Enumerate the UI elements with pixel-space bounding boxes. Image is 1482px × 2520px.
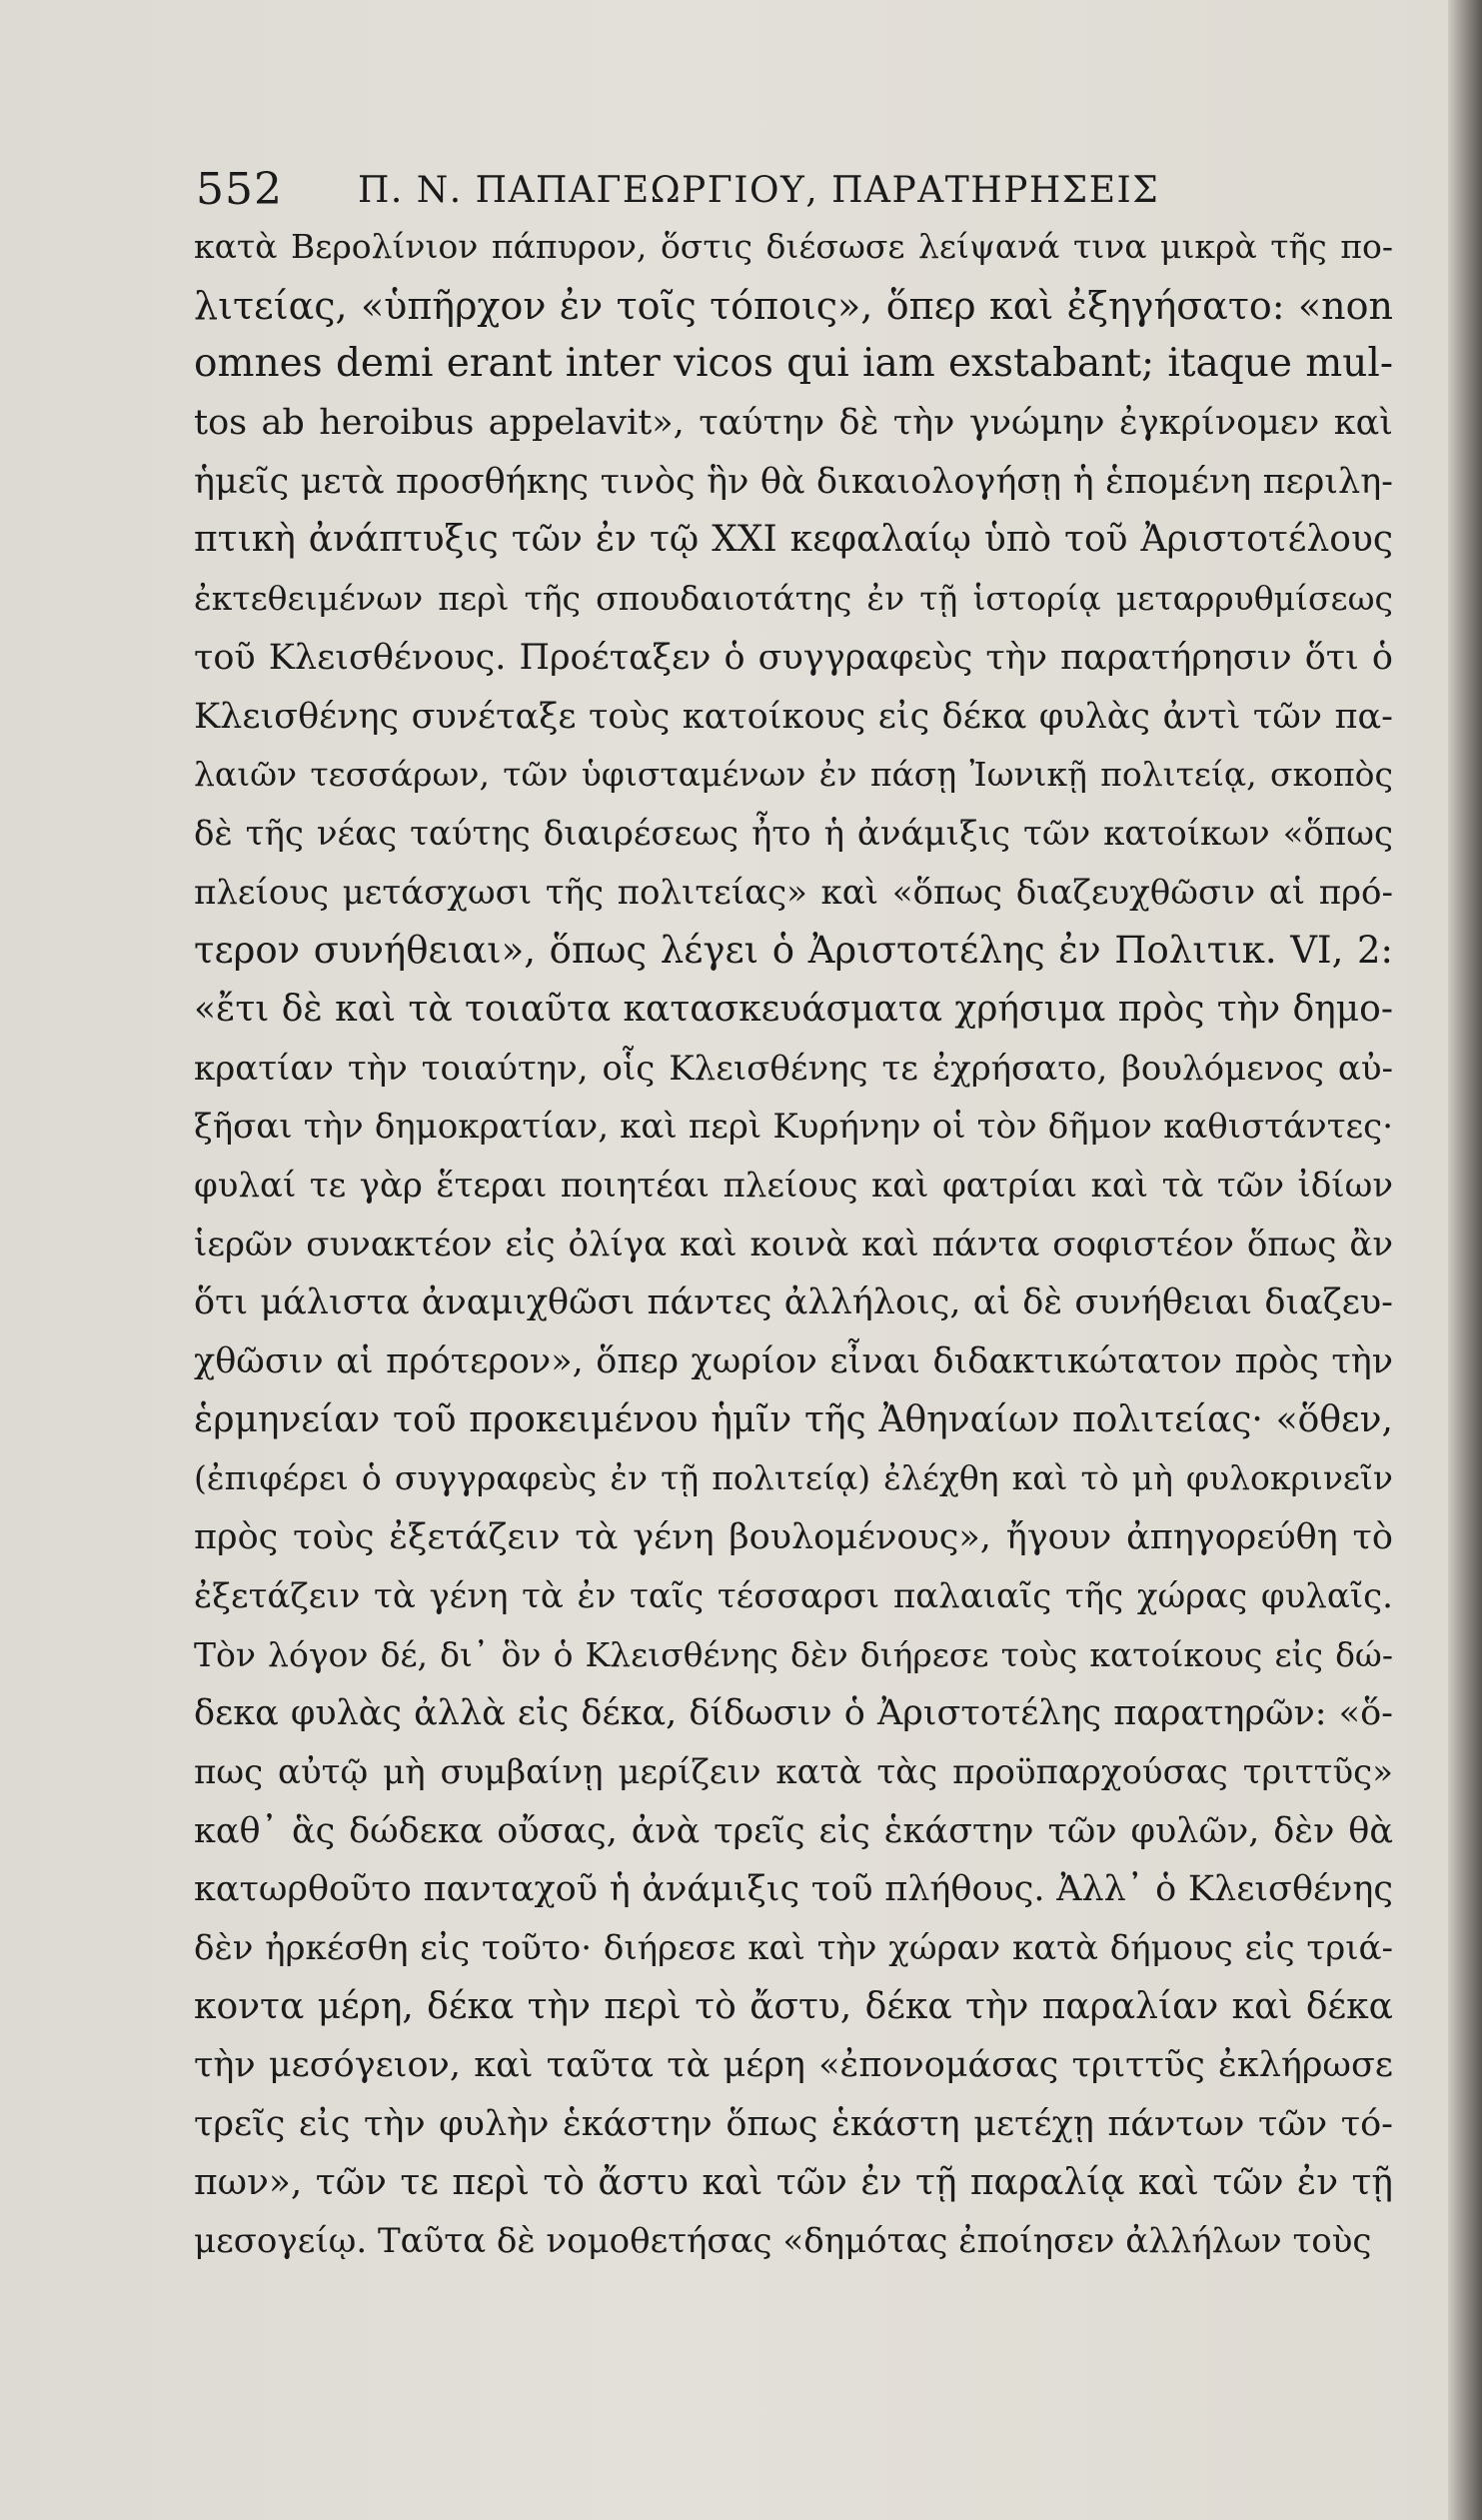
page-edge-shadow (1448, 0, 1482, 2520)
text-line: ἱερῶν συνακτέον εἰς ὀλίγα καὶ κοινὰ καὶ πάντα σοφιστέον ὅπως ἂν (194, 1224, 1393, 1264)
text-line: μεσογείῳ. Ταῦτα δὲ νομοθετήσας «δημότας ἐποίησεν ἀλλήλων τοὺς (194, 2221, 1372, 2262)
running-title: Π. Ν. ΠΑΠΑΓΕΩΡΓΙΟΥ, ΠΑΡΑΤΗΡΗΣΕΙΣ (358, 170, 1160, 211)
text-line: ἐκτεθειμένων περὶ τῆς σπουδαιοτάτης ἐν τῇ ἱστορίᾳ μεταρρυθμίσεως (194, 579, 1393, 619)
text-line: tos ab heroibus appelavit», ταύτην δὲ τὴν γνώμην ἐγκρίνομεν καὶ (194, 403, 1393, 444)
text-line: ἑρμηνείαν τοῦ προκειμένου ἡμῖν τῆς Ἀθηναίων πολιτείας· «ὅθεν, (194, 1398, 1393, 1440)
text-line: omnes demi erant inter vicos qui iam exstabant; itaque mul- (194, 341, 1393, 387)
text-line: (ἐπιφέρει ὁ συγγραφεὺς ἐν τῇ πολιτείᾳ) ἐλέχθη καὶ τὸ μὴ φυλοκρινεῖν (194, 1458, 1393, 1498)
text-line: πων», τῶν τε περὶ τὸ ἄστυ καὶ τῶν ἐν τῇ παραλίᾳ καὶ τῶν ἐν τῇ (194, 2161, 1393, 2203)
text-line: ξῆσαι τὴν δημοκρατίαν, καὶ περὶ Κυρήνην οἱ τὸν δῆμον καθιστάντες· (194, 1107, 1393, 1148)
text-line: ἡμεῖς μετὰ προσθήκης τινὸς ἣν θὰ δικαιολογήσῃ ἡ ἑπομένη περιλη- (194, 461, 1393, 502)
page-header (196, 160, 1275, 220)
text-line: λιτείας, «ὑπῆρχον ἐν τοῖς τόποις», ὅπερ καὶ ἐξηγήσατο: «non (194, 283, 1393, 328)
text-line: πτικὴ ἀνάπτυξις τῶν ἐν τῷ XXI κεφαλαίῳ ὑπὸ τοῦ Ἀριστοτέλους (194, 519, 1393, 561)
text-line: χθῶσιν αἱ πρότερον», ὅπερ χωρίον εἶναι διδακτικώτατον πρὸς τὴν (194, 1341, 1393, 1382)
text-line: κατὰ Βερολίνιον πάπυρον, ὅστις διέσωσε λείψανά τινα μικρὰ τῆς πο- (194, 227, 1393, 266)
text-line: ἐξετάζειν τὰ γένη τὰ ἐν ταῖς τέσσαρσι παλαιαῖς τῆς χώρας φυλαῖς. (194, 1575, 1393, 1616)
text-line: δὲν ἠρκέσθη εἰς τοῦτο· διήρεσε καὶ τὴν χώραν κατὰ δήμους εἰς τριά- (194, 1927, 1393, 1968)
text-line: ὅτι μάλιστα ἀναμιχθῶσι πάντες ἀλλήλοις, αἱ δὲ συνήθειαι διαζευ- (194, 1282, 1393, 1323)
text-line: φυλαί τε γὰρ ἕτεραι ποιητέαι πλείους καὶ φατρίαι καὶ τὰ τῶν ἰδίων (194, 1166, 1393, 1206)
text-line: κρατίαν τὴν τοιαύτην, οἷς Κλεισθένης τε ἐχρήσατο, βουλόμενος αὐ- (194, 1048, 1393, 1089)
text-line: Κλεισθένης συνέταξε τοὺς κατοίκους εἰς δέκα φυλὰς ἀντὶ τῶν πα- (194, 696, 1393, 737)
text-line: «ἔτι δὲ καὶ τὰ τοιαῦτα κατασκευάσματα χρήσιμα πρὸς τὴν δημο- (194, 988, 1393, 1030)
text-line: τρεῖς εἰς τὴν φυλὴν ἑκάστην ὅπως ἑκάστη μετέχῃ πάντων τῶν τό- (194, 2104, 1393, 2144)
text-line: τερον συνήθειαι», ὅπως λέγει ὁ Ἀριστοτέλης ἐν Πολιτικ. VI, 2: (194, 929, 1393, 973)
text-line: δεκα φυλὰς ἀλλὰ εἰς δέκα, δίδωσιν ὁ Ἀριστοτέλης παρατηρῶν: «ὅ- (194, 1693, 1393, 1734)
text-line: καθ᾽ ἃς δώδεκα οὔσας, ἀνὰ τρεῖς εἰς ἑκάστην τῶν φυλῶν, δὲν θὰ (194, 1810, 1393, 1851)
text-line: πρὸς τοὺς ἐξετάζειν τὰ γένη βουλομένους», ἤγουν ἀπηγορεύθη τὸ (194, 1517, 1393, 1558)
text-line: τοῦ Κλεισθένους. Προέταξεν ὁ συγγραφεὺς τὴν παρατήρησιν ὅτι ὁ (194, 637, 1393, 678)
text-line: Τὸν λόγον δέ, δι᾽ ὃν ὁ Κλεισθένης δὲν διήρεσε τοὺς κατοίκους εἰς δώ- (194, 1634, 1393, 1674)
text-line: τὴν μεσόγειον, καὶ ταῦτα τὰ μέρη «ἐπονομάσας τριττῦς ἐκλήρωσε (194, 2045, 1393, 2086)
body-text (194, 218, 1393, 2271)
text-line: πως αὐτῷ μὴ συμβαίνῃ μερίζειν κατὰ τὰς προϋπαρχούσας τριττῦς» (194, 1751, 1393, 1792)
page-number: 552 (196, 164, 283, 215)
text-line: πλείους μετάσχωσι τῆς πολιτείας» καὶ «ὅπως διαζευχθῶσιν αἱ πρό- (194, 872, 1393, 913)
text-line: κοντα μέρη, δέκα τὴν περὶ τὸ ἄστυ, δέκα τὴν παραλίαν καὶ δέκα (194, 1985, 1393, 2027)
text-line: λαιῶν τεσσάρων, τῶν ὑφισταμένων ἐν πάσῃ Ἰωνικῇ πολιτείᾳ, σκοπὸς (194, 755, 1393, 795)
text-line: κατωρθοῦτο πανταχοῦ ἡ ἀνάμιξις τοῦ πλήθους. Ἀλλ᾽ ὁ Κλεισθένης (194, 1869, 1393, 1910)
text-line: δὲ τῆς νέας ταύτης διαιρέσεως ἦτο ἡ ἀνάμιξις τῶν κατοίκων «ὅπως (194, 813, 1393, 854)
